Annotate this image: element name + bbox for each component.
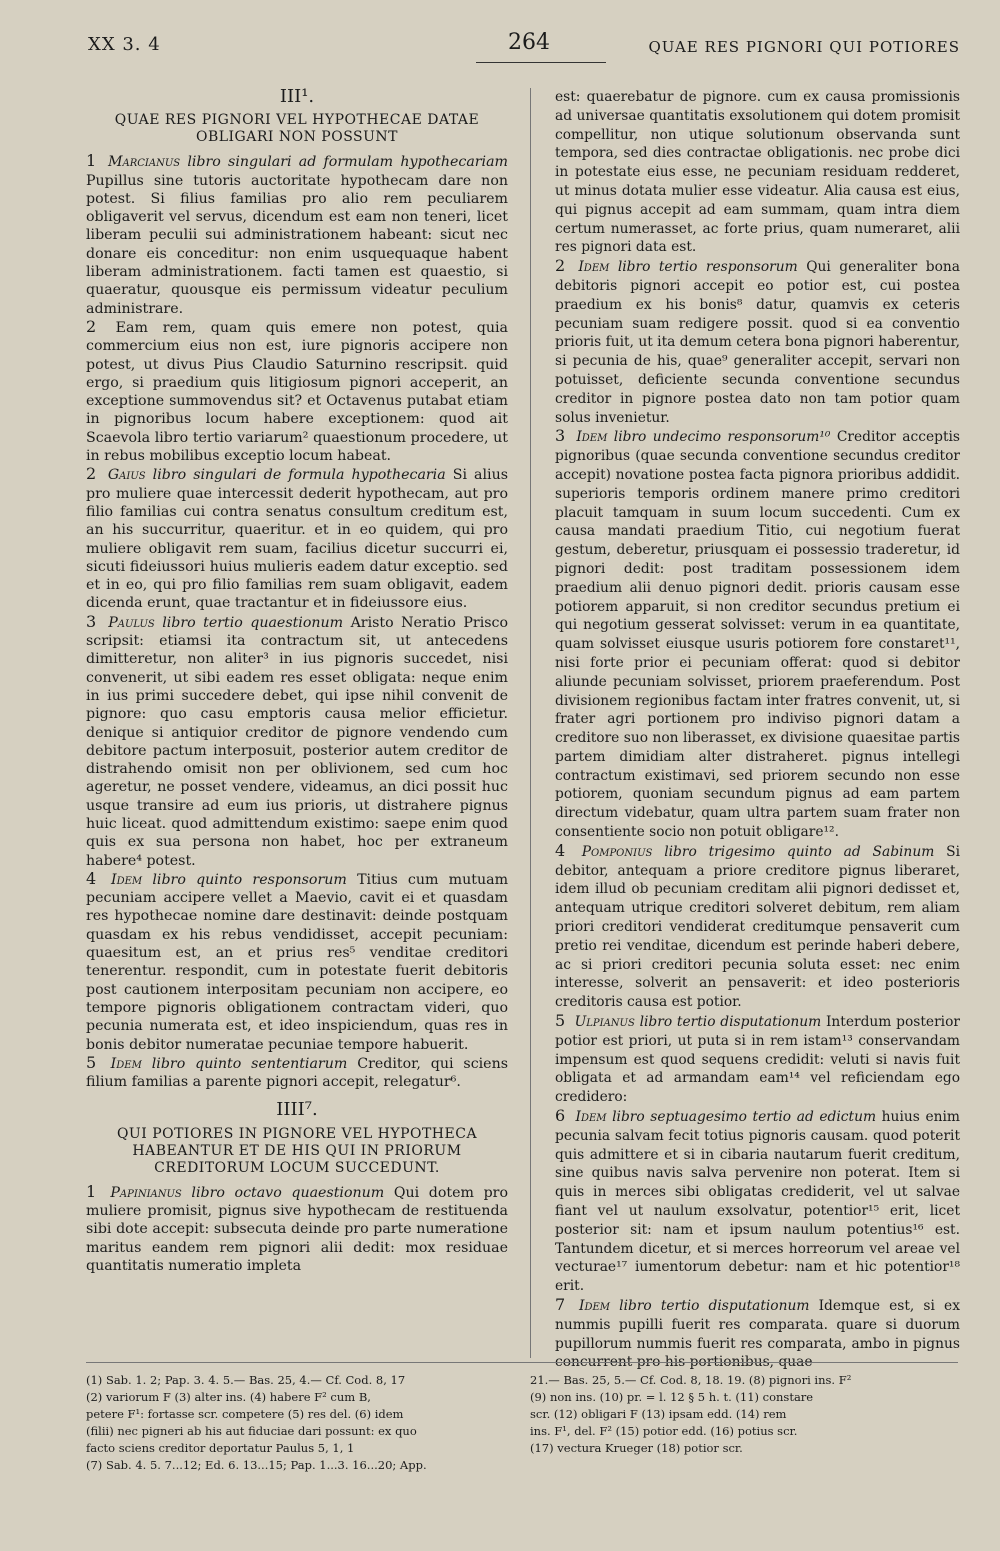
fragment-number: 1	[86, 151, 104, 171]
fragment-text: Creditor acceptis pignoribus (quae secunda conventione secundus creditor accepit) novatione postea facta pignora prioribus addidit. superioris temporis ordinem manere primo creditori placuit tamquam in suum locum succedenti. Cum ex causa mandati praedium Titio, cui negotium fuerat gestum, deberetur, priusquam ei possessio traderetur, id pignori dedit: post traditam possessionem idem praedium alii denuo pignori dedit. prioris causam esse potiorem apparuit, si non creditor secundus pretium ei qui negotium gesserat solvisset: verum in ea quantitate, quam solvisset eiusque usuris potiorem fore constaret¹¹, nisi forte prior ei pecuniam offerat: quod si debitor aliunde pecuniam solvisset, priorem praeferendum. Post divisionem regionibus factam inter fratres convenit, ut, si frater agri portionem pro indiviso pignori datam a creditore suo non liberasset, ex divisione quaesitae partis partem dimidiam alter distraheret. pignus intellegi contractum existimavi, sed priorem secundo non esse potiorem, quoniam secundum pignus ad eam partem directum videbatur, quam ultra partem suam frater non consentiente socio non potuit obligare¹².	[555, 429, 961, 841]
fragment-text: Pupillus sine tutoris auctoritate hypothecam dare non potest. Si filius familias pro alio rem peculiarem obligaverit vel servus, dicendum est eam non teneri, licet liberam peculii sui administrationem habeant: sicut nec donare eis conceditur: non enim usquequaque habent liberam administrationem. facti tamen est quaestio, si quaeratur, quousque eis permissum videatur peculium administrare.	[86, 172, 508, 317]
column-divider	[530, 88, 531, 1358]
fragment-list	[86, 1183, 508, 1275]
fragment-author: Paulus	[108, 614, 163, 631]
title-number: IIII⁷.	[276, 1099, 318, 1121]
fragment-text: huius enim pecunia salvam fecit totius pignoris causam. quod poterit quis admittere et si in cibaria nautarum fuerit creditum, sine quibus navis salva pervenire non poterat. Item si quis in merces sibi obligatas crediderit, vel ut salvae fiant vel ut naulum exsolvatur, potentior¹⁵ erit, licet posterior sit: nam et ipsum naulum potentius¹⁶ est. Tantundem dicetur, et si merces horreorum vel areae vel vecturae¹⁷ iumentorum debetur: nam et hic potentior¹⁸ erit.	[555, 1109, 960, 1295]
fragment-text: Si debitor, antequam a priore creditore pignus liberaret, idem illud ob pecuniam creditam alii pignori dedisset et, antequam utrique creditori solveret debitum, rem aliam priori creditori vendiderat creditumque pensaverit cum pretio rei venditae, dicendum est perinde haberi debere, ac si priori creditori pecunia soluta esset: nec enim interesse, solverit an pensaverit: et ideo posterioris creditoris causa est potior.	[555, 843, 961, 1011]
fragment	[86, 152, 508, 318]
running-title: QUAE RES PIGNORI QUI POTIORES	[648, 38, 960, 56]
footnote-line: (1) Sab. 1. 2; Pap. 3. 4. 5.— Bas. 25, 4.— Cf. Cod. 8, 17	[86, 1373, 406, 1387]
fragment-author: Papinianus	[110, 1184, 192, 1201]
section-reference: XX 3. 4	[88, 34, 161, 55]
footnote-line: (7) Sab. 4. 5. 7...12; Ed. 6. 13...15; Pap. 1...3. 16...20; App.	[86, 1458, 427, 1472]
fragment-number: 5	[555, 1011, 571, 1031]
fragment	[86, 870, 508, 1054]
fragment	[86, 613, 508, 870]
fragment	[555, 1107, 960, 1296]
right-column	[555, 88, 960, 1372]
fragment-number: 6	[555, 1106, 572, 1126]
fragment-number: 1	[86, 1181, 107, 1201]
fragment-number: 4	[555, 840, 578, 860]
fragment-author: Gaius	[107, 467, 153, 484]
fragment	[555, 1012, 960, 1107]
fragment-author: Pomponius	[581, 843, 665, 860]
title-heading: QUAE RES PIGNORI VEL HYPOTHECAE DATAE OBLIGARI NON POSSUNT	[114, 112, 480, 146]
footnotes-left	[86, 1372, 511, 1474]
fragment-number: 7	[555, 1295, 576, 1314]
fragment-number: 3	[555, 426, 573, 446]
fragment	[555, 1296, 960, 1372]
fragment	[555, 842, 960, 1012]
fragment-source: libro singulari de formula hypothecaria	[152, 467, 453, 484]
fragment-number: 5	[86, 1052, 107, 1072]
footnote-line: (9) non ins. (10) pr. = l. 12 § 5 h. t. (11) constare	[530, 1390, 814, 1404]
fragment-source: libro tertio quaestionum	[162, 614, 351, 631]
footnote-line: (2) variorum F (3) alter ins. (4) habere F² cum B,	[86, 1390, 371, 1404]
fragment-text: Si alius pro muliere quae intercessit dederit hypothecam, aut pro filio familias cui contra senatus consultum creditum est, an his succurritur, quaeritur. et in eo quidem, qui pro muliere obligavit rem suam, facilius dicetur succurri ei, sicuti fideiussori huius mulieris eadem datur exceptio. sed et in eo, qui pro filio familias rem suam obligavit, eadem dicenda erunt, quae tractantur et in fideiussore eius.	[86, 467, 508, 612]
fragment-source: libro tertio responsorum	[617, 259, 807, 276]
footnote-line: (filii) nec pigneri ab his aut fiduciae dari possunt: ex quo	[86, 1424, 417, 1438]
title-number: III¹.	[279, 86, 315, 107]
fragment	[555, 257, 960, 427]
fragment-source: libro quinto sententiarum	[151, 1055, 358, 1072]
fragment-author: Ulpianus	[574, 1014, 640, 1031]
fragment	[555, 427, 960, 842]
footnote-line: 21.— Bas. 25, 5.— Cf. Cod. 8, 18. 19. (8) pignori ins. F²	[530, 1373, 852, 1387]
fragment-text: Aristo Neratio Prisco scripsit: etiamsi ita contractum sit, ut antecedens dimitteretur, non aliter³ in ius pignoris succedet, nisi convenerit, ut sibi eadem res esset obligata: neque enim in ius primi succedere debet, qui ipse nihil convenit de pignore: quo casu emptoris causa melior efficietur. denique si antiquior creditor de pignore vendendo cum debitore pactum interposuit, posterior autem creditor de distrahendo omisit non per oblivionem, sed cum hoc ageretur, ne posset vendere, videamus, an dici possit huc usque transire ad eum ius prioris, ut distrahere pignus huic liceat. quod admittendum existimo: saepe enim quod quis ex sua persona non habet, hoc per extraneum habere⁴ potest.	[86, 614, 509, 869]
fragment	[86, 1054, 508, 1092]
fragment-text: est: quaerebatur de pignore. cum ex causa promissionis ad universae quantitatis exsolutionem qui dotem promisit compellitur, non utique solutionum observanda sunt tempora, sed dies contractae obligationis. nec probe dici in potestate eius esse, ne pecuniam residuam redderet, ut minus dotata mulier esse videatur. Alia causa est eius, qui pignus accepit ad eam summam, quam intra diem certum numerasset, ac forte prius, quam numeraret, alii res pignori data est.	[555, 89, 960, 256]
fragment-source: libro tertio disputationum	[639, 1014, 826, 1031]
fragment-number: 2	[86, 464, 104, 484]
fragment-author: Idem	[110, 1055, 152, 1072]
fragment-source: libro tertio disputationum	[619, 1298, 819, 1314]
page-number: 264	[508, 30, 550, 55]
fragment-author: Marcianus	[107, 154, 188, 171]
fragment	[86, 1183, 508, 1275]
fragment-source: libro trigesimo quinto ad Sabinum	[664, 843, 947, 860]
fragment-number: 4	[86, 868, 107, 888]
footnote-line: scr. (12) obligari F (13) ipsam edd. (14) rem	[530, 1407, 787, 1421]
fragment-source: libro quinto responsorum	[152, 871, 358, 888]
fragment-number: 2	[86, 316, 112, 336]
fragment-text: Creditor, qui sciens filium familias a parente pignori accepit, relegatur⁶.	[86, 1055, 509, 1091]
fragment-text: Titius cum mutuam pecuniam accipere vellet a Maevio, cavit ei et quasdam res hypothecae nomine dare destinavit: deinde postquam quasdam ex his rebus vendidisset, accepit pecuniam: quaesitum est, an et prius res⁵ venditae creditori tenerentur. respondit, cum in potestate fuerit debitoris post cautionem interpositam pecuniam non accipere, eo tempore pignoris obligationem contractam videri, quo pecunia numerata est, et ideo inspiciendum, quas res in bonis debitor numeratae pecuniae tempore habuerit.	[86, 871, 509, 1053]
fragment-author: Idem	[578, 259, 618, 276]
fragment-source: libro septuagesimo tertio ad edictum	[612, 1109, 882, 1126]
fragment-text: Qui generaliter bona debitoris pignori accepit eo potior est, cui postea praedium ex his bonis⁸ datur, quamvis ex ceteris pecuniam suam redigere possit. quod si ea conventio prioris fuit, ut ita demum cetera bona pignori haberentur, si pecunia de his, quae⁹ generaliter accepit, servari non potuisset, deficiente secunda conventione secundus creditor in pignore postea dato non tam potior quam solus invenietur.	[555, 259, 960, 426]
left-column	[86, 88, 508, 1275]
footnotes-right	[530, 1372, 960, 1457]
fragment-text: Interdum posterior potior est priori, ut puta si in rem istam¹³ conservandam impensum est quod sequens credidit: veluti si navis fuit obligata et ad armandam eam¹⁴ vel reficiendam ego credidero:	[555, 1014, 960, 1106]
fragment	[86, 465, 508, 612]
fragment-list	[555, 88, 960, 1372]
footnote-line: (17) vectura Krueger (18) potior scr.	[530, 1441, 743, 1455]
fragment-source: libro octavo quaestionum	[191, 1184, 394, 1201]
footnote-rule	[86, 1362, 958, 1363]
fragment	[555, 88, 960, 257]
footnote-line: ins. F¹, del. F² (15) potior edd. (16) potius scr.	[530, 1424, 798, 1438]
fragment-number: 2	[555, 256, 575, 276]
fragment-text: Qui dotem pro muliere promisit, pignus sive hypothecam de restituenda sibi dote accepit: subsecuta deinde pro parte numeratione maritus eandem rem pignori alii dedit: mox residuae quantitatis numeratio impleta	[86, 1184, 509, 1274]
fragment-source: libro singulari ad formulam hypothecariam	[187, 154, 509, 171]
fragment-author: Idem	[110, 871, 153, 888]
fragment-number: 3	[86, 611, 105, 631]
fragment-author: Idem	[576, 429, 614, 446]
header-rule	[476, 62, 606, 63]
fragment-text: Idemque est, si ex nummis pupilli fuerit res comparata. quare si duorum pupillorum nummis fuerit res comparata, ambo in pignus concurrent pro his portionibus, quae	[555, 1298, 960, 1371]
footnote-line: facto sciens creditor deportatur Paulus 5, 1, 1	[86, 1441, 355, 1455]
fragment-list	[86, 152, 508, 1091]
fragment-author: Idem	[579, 1298, 620, 1314]
fragment-author: Idem	[575, 1109, 613, 1126]
fragment-text: Eam rem, quam quis emere non potest, quia commercium eius non est, iure pignoris accipere non potest, ut divus Pius Claudio Saturnino rescripsit. quid ergo, si praedium quis litigiosum pignori acceperit, an exceptione summovendus sit? et Octavenus putabat etiam in pignoribus locum habere exceptionem: quod ait Scaevola libro tertio variarum² quaestionum procedere, ut in rebus mobilibus exceptio locum habeat.	[86, 319, 508, 465]
running-head	[88, 30, 960, 64]
footnote-line: petere F¹: fortasse scr. competere (5) res del. (6) idem	[86, 1407, 404, 1421]
title-heading: QUI POTIORES IN PIGNORE VEL HYPOTHECA HABEANTUR ET DE HIS QUI IN PRIORUM CREDITORUM LOCUM SUCCEDUNT.	[116, 1125, 478, 1176]
fragment-source: libro undecimo responsorum¹⁰	[613, 429, 837, 446]
fragment	[86, 318, 508, 465]
